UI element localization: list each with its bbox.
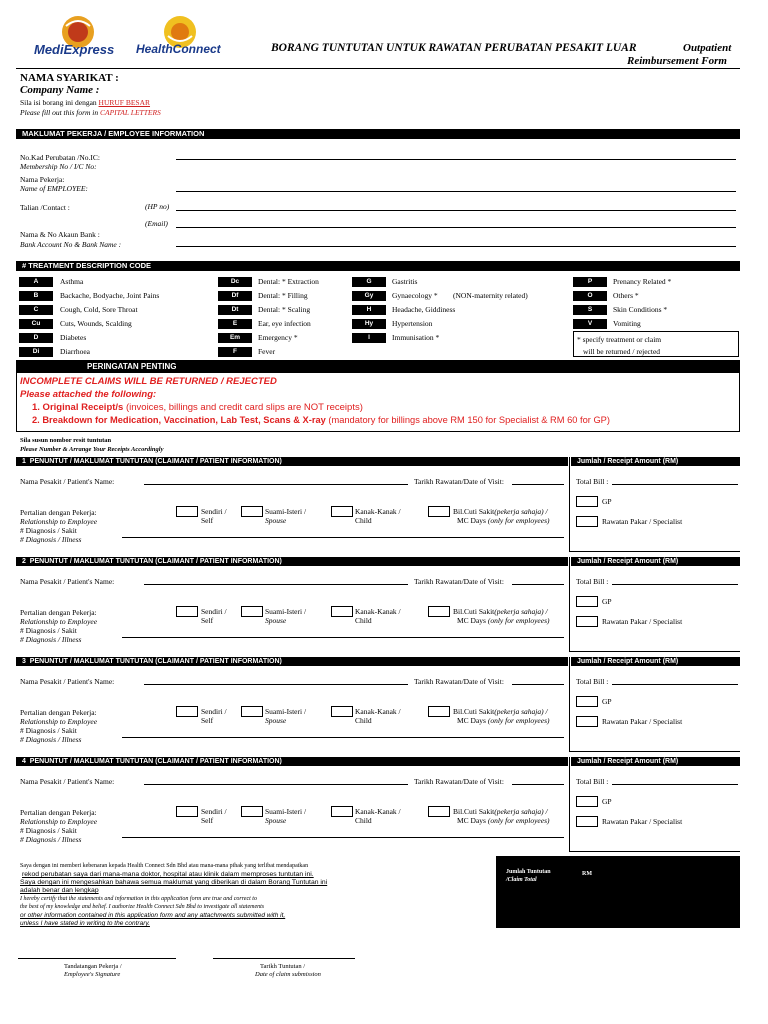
claimant-2-date-field[interactable]: [512, 584, 564, 585]
claimant-3-mc-label-en: MC Days (only for employees): [457, 716, 550, 725]
claimant-2-self-checkbox[interactable]: [176, 606, 198, 617]
ic-field[interactable]: [176, 159, 736, 160]
claimant-1-mc-label: Bil.Cuti Sakit(pekerja sahaja) /: [453, 507, 548, 516]
treatment-code-hy: Hy: [352, 319, 386, 329]
treatment-code-f: F: [218, 347, 252, 357]
treatment-code-cu: Cu: [19, 319, 53, 329]
claimant-4-diagnosis-label-en: # Diagnosis / Illness: [20, 835, 82, 844]
claimant-2-gp-checkbox[interactable]: [576, 596, 598, 607]
treatment-desc-f: Fever: [258, 347, 276, 356]
claimant-3-spouse-label-en: Spouse: [265, 716, 287, 725]
claimant-3-date-label: Tarikh Rawatan/Date of Visit:: [414, 677, 504, 686]
claimant-3-section-end: [570, 751, 740, 752]
claimant-4-header: 4 PENUNTUT / MAKLUMAT TUNTUTAN (CLAIMANT / PATIENT INFORMATION): [16, 757, 568, 766]
claimant-2-child-label-en: Child: [355, 616, 372, 625]
treatment-desc-h: Headache, Giddiness: [392, 305, 456, 314]
claimant-3-date-field[interactable]: [512, 684, 564, 685]
claimant-2-child-checkbox[interactable]: [331, 606, 353, 617]
claimant-1-mc-box[interactable]: [428, 506, 450, 517]
claim-total-field[interactable]: [600, 867, 732, 883]
claimant-3-header: 3 PENUNTUT / MAKLUMAT TUNTUTAN (CLAIMANT / PATIENT INFORMATION): [16, 657, 568, 666]
claimant-3-specialist-checkbox[interactable]: [576, 716, 598, 727]
claimant-1-diagnosis-field[interactable]: [122, 537, 564, 538]
claimant-4-relationship-label: Pertalian dengan Pekerja:: [20, 808, 97, 817]
claim-total-label-malay: Jumlah Tuntutan: [506, 869, 551, 875]
hp-label: (HP no): [145, 202, 170, 211]
treatment-desc-gy: Gynaecology *: [392, 291, 438, 300]
claimant-4-self-checkbox[interactable]: [176, 806, 198, 817]
specify-note-2: will be returned / rejected: [583, 347, 661, 356]
claimant-2-mc-box[interactable]: [428, 606, 450, 617]
claimant-3-child-label: Kanak-Kanak /: [355, 707, 401, 716]
treatment-desc-e: Ear, eye infection: [258, 319, 311, 328]
declaration-line-4: adalah benar dan lengkap: [20, 887, 99, 894]
claimant-2-spouse-label: Suami-Isteri /: [265, 607, 307, 616]
claimant-3-spouse-label: Suami-Isteri /: [265, 707, 307, 716]
treatment-desc-i: Immunisation *: [392, 333, 440, 342]
claimant-4-spouse-label-en: Spouse: [265, 816, 287, 825]
declaration-line-2: rekod perubatan saya dari mana-mana doktor, hospital atau klinik dalam memproses tuntutan ini.: [22, 871, 314, 878]
claimant-4-spouse-label: Suami-Isteri /: [265, 807, 307, 816]
claimant-3-self-label-en: Self: [201, 716, 214, 725]
hp-field[interactable]: [176, 210, 736, 211]
claimant-3-self-checkbox[interactable]: [176, 706, 198, 717]
treatment-desc-a: Asthma: [60, 277, 84, 286]
claimant-4-patient-field[interactable]: [144, 784, 408, 785]
claimant-1-date-label: Tarikh Rawatan/Date of Visit:: [414, 477, 504, 486]
claimant-1-section-end: [570, 551, 740, 552]
claimant-1-patient-field[interactable]: [144, 484, 408, 485]
claimant-2-total-label: Total Bill :: [576, 577, 609, 586]
claimant-3-total-field[interactable]: [612, 684, 738, 685]
treatment-desc-hy: Hypertension: [392, 319, 433, 328]
claimant-2-patient-label: Nama Pesakit / Patient's Name:: [20, 577, 115, 586]
contact-label: Talian /Contact :: [20, 203, 70, 212]
claimant-2-specialist-checkbox[interactable]: [576, 616, 598, 627]
claimant-2-patient-field[interactable]: [144, 584, 408, 585]
declaration-line-8: unless I have stated in writing to the contrary.: [20, 920, 150, 927]
claimant-1-child-label-en: Child: [355, 516, 372, 525]
claimant-4-diagnosis-label: # Diagnosis / Sakit: [20, 826, 77, 835]
declaration-line-3: Saya dengan ini mengesahkan bahawa semua maklumat yang diberikan di dalam Borang Tuntutan ini: [20, 879, 328, 886]
email-label: (Email): [145, 219, 168, 228]
claimant-1-patient-label: Nama Pesakit / Patient's Name:: [20, 477, 115, 486]
employee-name-label-en: Name of EMPLOYEE:: [20, 184, 88, 193]
claimant-4-relationship-label-en: Relationship to Employee: [20, 817, 98, 826]
company-label-english: Company Name :: [20, 84, 100, 96]
claimant-4-specialist-label: Rawatan Pakar / Specialist: [602, 817, 683, 826]
warning-item-2: 2. Breakdown for Medication, Vaccination, Lab Test, Scans & X-ray (mandatory for billings above RM 150 for Specialist & RM 60 for GP): [32, 415, 610, 425]
declaration-line-1: Saya dengan ini memberi kebenaran kepada Health Connect Sdn Bhd atau mana-mana pihak yang terlibat mendapatkan: [20, 863, 309, 869]
claimant-1-self-label: Sendiri /: [201, 507, 227, 516]
claimant-4-gp-checkbox[interactable]: [576, 796, 598, 807]
treatment-code-dc: Dc: [218, 277, 252, 287]
treatment-code-v: V: [573, 319, 607, 329]
claimant-4-gp-label: GP: [602, 797, 612, 806]
claimant-2-date-label: Tarikh Rawatan/Date of Visit:: [414, 577, 504, 586]
treatment-code-i: I: [352, 333, 386, 343]
claimant-2-spouse-checkbox[interactable]: [241, 606, 263, 617]
claimant-2-amount-header: Jumlah / Receipt Amount (RM): [571, 557, 740, 566]
claimant-1-self-checkbox[interactable]: [176, 506, 198, 517]
claim-total-box: [496, 856, 740, 928]
claimant-1-relationship-label-en: Relationship to Employee: [20, 517, 98, 526]
treatment-code-df: Df: [218, 291, 252, 301]
treatment-code-o: O: [573, 291, 607, 301]
claimant-1-divider: [569, 457, 570, 552]
employee-name-label: Nama Pekerja:: [20, 175, 65, 184]
specify-note-1: * specify treatment or claim: [577, 335, 662, 344]
treatment-desc-d: Diabetes: [60, 333, 87, 342]
ic-label: No.Kad Perubatan /No.IC:: [20, 153, 100, 162]
claimant-1-self-label-en: Self: [201, 516, 214, 525]
claimant-4-section-end: [570, 851, 740, 852]
claimant-3-self-label: Sendiri /: [201, 707, 227, 716]
claimant-3-relationship-label: Pertalian dengan Pekerja:: [20, 708, 97, 717]
bank-label-en: Bank Account No & Bank Name :: [20, 240, 122, 249]
claimant-2-child-label: Kanak-Kanak /: [355, 607, 401, 616]
warning-line-1: INCOMPLETE CLAIMS WILL BE RETURNED / REJECTED: [20, 376, 277, 387]
signature-label-malay: Tandatangan Pekerja /: [64, 963, 122, 970]
claimant-4-child-label: Kanak-Kanak /: [355, 807, 401, 816]
claimant-3-spouse-checkbox[interactable]: [241, 706, 263, 717]
claimant-2-relationship-label-en: Relationship to Employee: [20, 617, 98, 626]
form-title-english-2: Reimbursement Form: [627, 55, 727, 67]
claimant-2-relationship-label: Pertalian dengan Pekerja:: [20, 608, 97, 617]
company-label-malay: NAMA SYARIKAT :: [20, 72, 119, 84]
claimant-3-patient-field[interactable]: [144, 684, 408, 685]
claimant-3-diagnosis-field[interactable]: [122, 737, 564, 738]
claimant-1-diagnosis-label: # Diagnosis / Sakit: [20, 526, 77, 535]
claimant-1-child-label: Kanak-Kanak /: [355, 507, 401, 516]
specify-note-box: [573, 331, 739, 357]
email-field[interactable]: [176, 227, 736, 228]
claimant-4-mc-label-en: MC Days (only for employees): [457, 816, 550, 825]
claimant-1-specialist-checkbox[interactable]: [576, 516, 598, 527]
claimant-2-self-label: Sendiri /: [201, 607, 227, 616]
claimant-4-specialist-checkbox[interactable]: [576, 816, 598, 827]
header-divider: [16, 68, 740, 69]
bank-field[interactable]: [176, 246, 736, 247]
claimant-4-date-field[interactable]: [512, 784, 564, 785]
treatment-desc-b: Backache, Bodyache, Joint Pains: [60, 291, 160, 300]
bank-label: Nama & No Akaun Bank :: [20, 230, 100, 239]
claim-date-label-malay: Tarikh Tuntutan /: [260, 963, 306, 970]
caps-note-malay: Sila isi borang ini dengan HURUF BESAR: [20, 98, 151, 107]
claimant-3-mc-box[interactable]: [428, 706, 450, 717]
claimant-2-mc-label-en: MC Days (only for employees): [457, 616, 550, 625]
treatment-desc-o: Others *: [613, 291, 639, 300]
claimant-3-divider: [569, 657, 570, 752]
treatment-desc-v: Vomiting: [613, 319, 641, 328]
claimant-4-child-checkbox[interactable]: [331, 806, 353, 817]
form-title-malay: BORANG TUNTUTAN UNTUK RAWATAN PERUBATAN PESAKIT LUAR: [271, 42, 637, 54]
healthconnect-logo: [132, 12, 227, 58]
claimant-4-total-field[interactable]: [612, 784, 738, 785]
mediexpress-logo-text: MediExpress: [34, 42, 115, 57]
mediexpress-logo: [32, 12, 124, 58]
claimant-4-patient-label: Nama Pesakit / Patient's Name:: [20, 777, 115, 786]
treatment-code-g: G: [352, 277, 386, 287]
claimant-1-spouse-label-en: Spouse: [265, 516, 287, 525]
treatment-desc-cu: Cuts, Wounds, Scalding: [60, 319, 132, 328]
claimant-3-diagnosis-label: # Diagnosis / Sakit: [20, 726, 77, 735]
declaration-line-7: or other information contained in this application form and any attachments submitted with it,: [20, 912, 286, 919]
claimant-1-mc-label-en: MC Days (only for employees): [457, 516, 550, 525]
claimant-4-mc-label: Bil.Cuti Sakit(pekerja sahaja) /: [453, 807, 548, 816]
claim-total-label-english: /Claim Total: [506, 877, 537, 883]
claimant-1-date-field[interactable]: [512, 484, 564, 485]
signature-label-english: Employee's Signature: [64, 971, 121, 978]
claimant-2-diagnosis-label: # Diagnosis / Sakit: [20, 626, 77, 635]
claimant-2-spouse-label-en: Spouse: [265, 616, 287, 625]
claimant-4-amount-header: Jumlah / Receipt Amount (RM): [571, 757, 740, 766]
treatment-desc-p: Prenancy Related *: [613, 277, 672, 286]
treatment-code-dt: Dt: [218, 305, 252, 315]
claim-date-field[interactable]: [213, 958, 355, 959]
treatment-code-p: P: [573, 277, 607, 287]
claimant-1-total-field[interactable]: [612, 484, 738, 485]
treatment-desc-dc: Dental: * Extraction: [258, 277, 319, 286]
claimant-3-mc-label: Bil.Cuti Sakit(pekerja sahaja) /: [453, 707, 548, 716]
claimant-2-total-field[interactable]: [612, 584, 738, 585]
treatment-code-header: # TREATMENT DESCRIPTION CODE: [16, 261, 740, 271]
claimant-2-diagnosis-field[interactable]: [122, 637, 564, 638]
claimant-2-mc-label: Bil.Cuti Sakit(pekerja sahaja) /: [453, 607, 548, 616]
healthconnect-logo-text: HealthConnect: [136, 42, 221, 56]
claimant-3-relationship-label-en: Relationship to Employee: [20, 717, 98, 726]
treatment-code-gy: Gy: [352, 291, 386, 301]
employee-name-field[interactable]: [176, 191, 736, 192]
claimant-2-divider: [569, 557, 570, 652]
claimant-3-child-label-en: Child: [355, 716, 372, 725]
claim-date-label-english: Date of claim submission: [255, 971, 321, 978]
declaration-line-5: I hereby certify that the statements and information in this application form are true and correct to: [20, 896, 257, 902]
treatment-code-d: D: [19, 333, 53, 343]
treatment-code-c: C: [19, 305, 53, 315]
treatment-code-e: E: [218, 319, 252, 329]
claimant-4-self-label: Sendiri /: [201, 807, 227, 816]
claimant-3-patient-label: Nama Pesakit / Patient's Name:: [20, 677, 115, 686]
treatment-desc-dt: Dental: * Scaling: [258, 305, 311, 314]
ic-label-en: Membership No / I/C No:: [20, 162, 97, 171]
treatment-code-b: B: [19, 291, 53, 301]
claimant-4-divider: [569, 757, 570, 852]
treatment-desc-c: Cough, Cold, Sore Throat: [60, 305, 138, 314]
arrange-note-malay: Sila susun nombor resit tuntutan: [20, 437, 112, 444]
claimant-1-child-checkbox[interactable]: [331, 506, 353, 517]
claimant-1-header: 1 PENUNTUT / MAKLUMAT TUNTUTAN (CLAIMANT / PATIENT INFORMATION): [16, 457, 568, 466]
treatment-code-h: H: [352, 305, 386, 315]
claimant-2-section-end: [570, 651, 740, 652]
claim-total-rm: RM: [582, 871, 592, 877]
treatment-desc-di: Diarrhoea: [60, 347, 90, 356]
claimant-4-date-label: Tarikh Rawatan/Date of Visit:: [414, 777, 504, 786]
claimant-1-diagnosis-label-en: # Diagnosis / Illness: [20, 535, 82, 544]
claimant-4-mc-box[interactable]: [428, 806, 450, 817]
claimant-3-diagnosis-label-en: # Diagnosis / Illness: [20, 735, 82, 744]
claimant-3-amount-header: Jumlah / Receipt Amount (RM): [571, 657, 740, 666]
warning-title: PERINGATAN PENTING: [17, 361, 739, 373]
form-title-english-1: Outpatient: [683, 42, 732, 54]
warning-line-2: Please attached the following:: [20, 389, 157, 400]
claimant-3-gp-label: GP: [602, 697, 612, 706]
treatment-desc-s: Skin Conditions *: [613, 305, 668, 314]
claimant-4-total-label: Total Bill :: [576, 777, 609, 786]
claimant-3-specialist-label: Rawatan Pakar / Specialist: [602, 717, 683, 726]
claimant-4-child-label-en: Child: [355, 816, 372, 825]
claimant-1-specialist-label: Rawatan Pakar / Specialist: [602, 517, 683, 526]
claimant-2-diagnosis-label-en: # Diagnosis / Illness: [20, 635, 82, 644]
gynaecology-note: (NON-maternity related): [453, 291, 528, 300]
caps-note-english: Please fill out this form in CAPITAL LETTERS: [20, 108, 161, 117]
arrange-note-english: Please Number & Arrange Your Receipts Accordingly: [20, 446, 164, 453]
claimant-1-spouse-label: Suami-Isteri /: [265, 507, 307, 516]
claimant-1-total-label: Total Bill :: [576, 477, 609, 486]
claimant-2-specialist-label: Rawatan Pakar / Specialist: [602, 617, 683, 626]
declaration-line-6: the best of my knowledge and belief. I authorize Health Connect Sdn Bhd to investigate all statements: [20, 904, 265, 910]
claimant-3-gp-checkbox[interactable]: [576, 696, 598, 707]
claimant-1-spouse-checkbox[interactable]: [241, 506, 263, 517]
treatment-desc-df: Dental: * Filling: [258, 291, 308, 300]
treatment-code-a: A: [19, 277, 53, 287]
claimant-1-amount-header: Jumlah / Receipt Amount (RM): [571, 457, 740, 466]
warning-item-1: 1. Original Receipt/s (invoices, billings and credit card slips are NOT receipts): [32, 402, 363, 413]
claimant-4-diagnosis-field[interactable]: [122, 837, 564, 838]
claimant-2-self-label-en: Self: [201, 616, 214, 625]
signature-field[interactable]: [18, 958, 176, 959]
treatment-desc-em: Emergency *: [258, 333, 298, 342]
claimant-1-gp-label: GP: [602, 497, 612, 506]
treatment-code-em: Em: [218, 333, 252, 343]
claimant-3-child-checkbox[interactable]: [331, 706, 353, 717]
claimant-3-total-label: Total Bill :: [576, 677, 609, 686]
treatment-desc-g: Gastritis: [392, 277, 418, 286]
claimant-2-header: 2 PENUNTUT / MAKLUMAT TUNTUTAN (CLAIMANT / PATIENT INFORMATION): [16, 557, 568, 566]
employee-info-header: MAKLUMAT PEKERJA / EMPLOYEE INFORMATION: [16, 129, 740, 139]
claimant-1-gp-checkbox[interactable]: [576, 496, 598, 507]
claimant-2-gp-label: GP: [602, 597, 612, 606]
claimant-4-self-label-en: Self: [201, 816, 214, 825]
claimant-1-relationship-label: Pertalian dengan Pekerja:: [20, 508, 97, 517]
claimant-4-spouse-checkbox[interactable]: [241, 806, 263, 817]
treatment-code-s: S: [573, 305, 607, 315]
treatment-code-di: Di: [19, 347, 53, 357]
